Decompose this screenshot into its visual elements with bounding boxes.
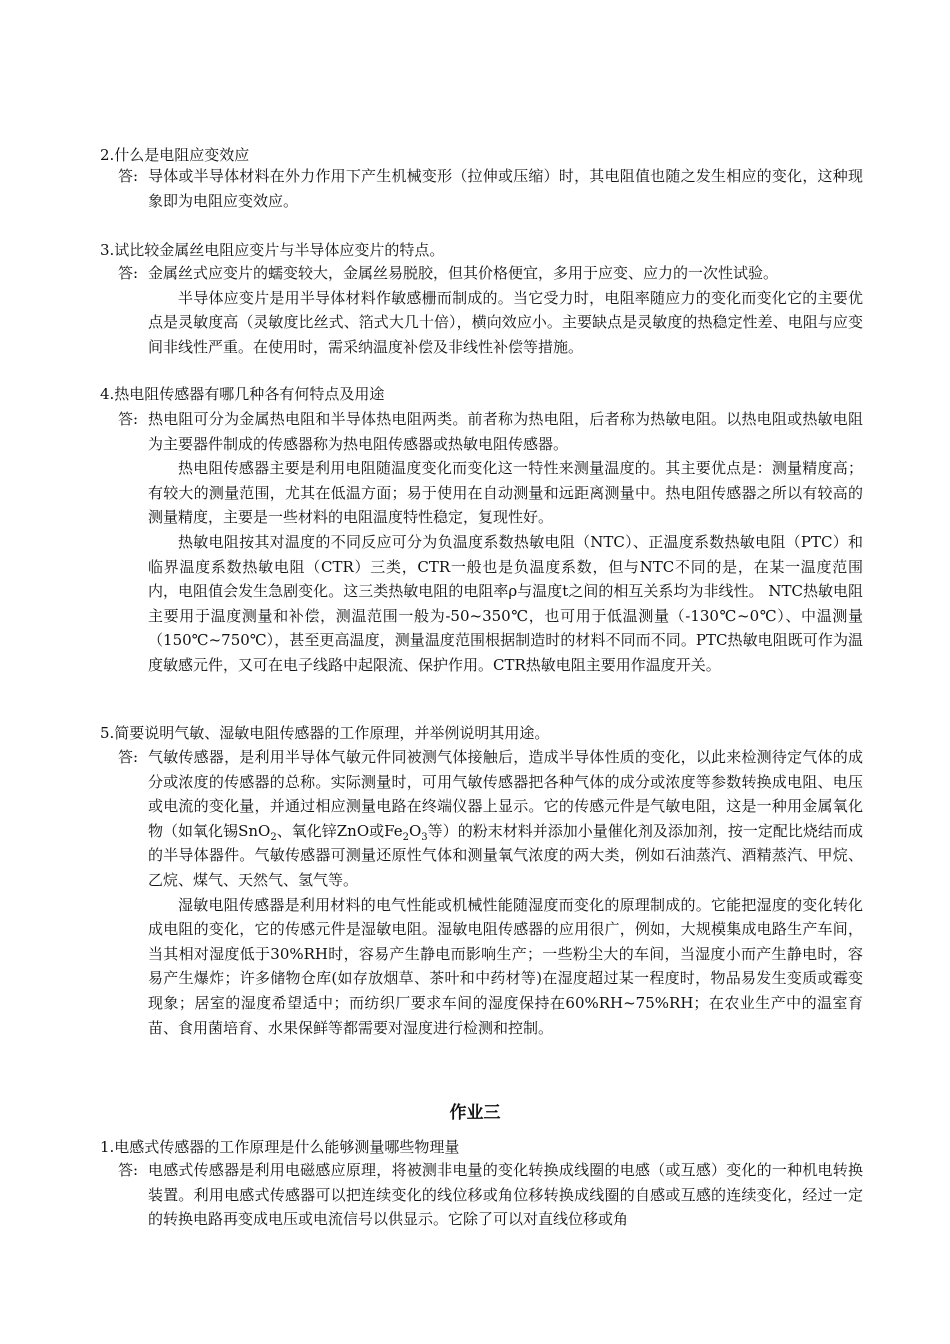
answer-3 — [118, 261, 863, 359]
answer-4 — [118, 407, 863, 678]
section-heading: 作业三 — [449, 1103, 501, 1123]
answer-5-paragraph-2: 湿敏电阻传感器是利用材料的电气性能或机械性能随湿度而变化的原理制成的。它能把湿度的变化转化成电阻的变化，它的传感元件是湿敏电阻。湿敏电阻传感器的应用很广，例如，大规模集成电路生产车间，当其相对湿度低于30%RH时，容易产生静电而影响生产；一些粉尘大的车间，当湿度小而产生静电时，容易产生爆炸；许多储物仓库(如存放烟草、茶叶和中药材等)在湿度超过某一程度时，物品易发生变质或霉变现象；居室的湿度希望适中；而纺织厂要求车间的湿度保持在60%RH~75%RH；在农业生产中的温室育苗、食用菌培育、水果保鲜等都需要对湿度进行检测和控制。 — [148, 895, 863, 1037]
question-4: 4.热电阻传感器有哪几种各有何特点及用途 — [100, 385, 385, 403]
answer-2-paragraph-1: 导体或半导体材料在外力作用下产生机械变形（拉伸或压缩）时，其电阻值也随之发生相应的变化，这种现象即为电阻应变效应。 — [148, 167, 863, 210]
answer-label: 答: — [118, 410, 139, 428]
answer-3-paragraph-2: 半导体应变片是用半导体材料作敏感栅而制成的。当它受力时，电阻率随应力的变化而变化它的主要优点是灵敏度高（灵敏度比丝式、箔式大几十倍），横向效应小。主要缺点是灵敏度的热稳定性差、电阻与应变间非线性严重。在使用时，需采纳温度补偿及非线性补偿等措施。 — [148, 288, 863, 356]
answer-label: 答: — [118, 748, 139, 766]
question-3: 3.试比较金属丝电阻应变片与半导体应变片的特点。 — [100, 241, 445, 259]
section3-answer-1-paragraph-1: 电感式传感器是利用电磁感应原理，将被测非电量的变化转换成线圈的电感（或互感）变化的一种机电转换装置。利用电感式传感器可以把连续变化的线位移或角位移转换成线圈的自感或互感的连续变化，经过一定的转换电路再变成电压或电流信号以供显示。它除了可以对直线位移或角 — [148, 1161, 863, 1229]
question-5: 5.简要说明气敏、湿敏电阻传感器的工作原理，并举例说明其用途。 — [100, 724, 550, 742]
answer-3-paragraph-1: 金属丝式应变片的蠕变较大，金属丝易脱胶，但其价格便宜，多用于应变、应力的一次性试验。 — [148, 264, 779, 282]
answer-label: 答: — [118, 1161, 139, 1179]
answer-5-paragraph-1: 气敏传感器，是利用半导体气敏元件同被测气体接触后，造成半导体性质的变化，以此来检测待定气体的成分或浓度的传感器的总称。实际测量时，可用气敏传感器把各种气体的成分或浓度等参数转换成电阻、电压或电流的变化量，并通过相应测量电路在终端仪器上显示。它的传感元件是气敏电阻，这是一种用金属氧化物（如氧化锡SnO$_2$、氧化锌ZnO或$Fe_2O_3$等）的粉末材料并添加小量催化剂及添加剂，按一定配比烧结而成的半导体器件。气敏传感器可测量还原性气体和测量氧气浓度的两大类，例如石油蒸汽、酒精蒸汽、甲烷、乙烷、煤气、天然气、氢气等。 — [148, 748, 863, 889]
answer-label: 答: — [118, 264, 139, 282]
answer-label: 答: — [118, 167, 139, 185]
answer-4-paragraph-3: 热敏电阻按其对温度的不同反应可分为负温度系数热敏电阻（NTC）、正温度系数热敏电阻（PTC）和临界温度系数热敏电阻（CTR）三类，CTR一般也是负温度系数，但与NTC不同的是，在某一温度范围内，电阻值会发生急剧变化。这三类热敏电阻的电阻率ρ与温度t之间的相互关系均为非线性。 NTC热敏电阻主要用于温度测量和补偿，测温范围一般为-50~350℃，也可用于低温测量（-130℃~0℃）、中温测量（150℃~750℃），甚至更高温度，测量温度范围根据制造时的材料不同而不同。PTC热敏电阻既可作为温度敏感元件，又可在电子线路中起限流、保护作用。CTR热敏电阻主要用作温度开关。 — [148, 532, 863, 674]
question-2: 2.什么是电阻应变效应 — [100, 146, 250, 164]
answer-4-paragraph-1: 热电阻可分为金属热电阻和半导体热电阻两类。前者称为热电阻，后者称为热敏电阻。以热电阻或热敏电阻为主要器件制成的传感器称为热电阻传感器或热敏电阻传感器。 — [148, 410, 863, 453]
answer-5 — [118, 745, 863, 1040]
answer-4-paragraph-2: 热电阻传感器主要是利用电阻随温度变化而变化这一特性来测量温度的。其主要优点是：测量精度高；有较大的测量范围，尤其在低温方面；易于使用在自动测量和远距离测量中。热电阻传感器之所以有较高的测量精度，主要是一些材料的电阻温度特性稳定，复现性好。 — [148, 459, 863, 527]
section3-question-1: 1.电感式传感器的工作原理是什么能够测量哪些物理量 — [100, 1138, 460, 1156]
answer-2 — [118, 164, 863, 213]
section3-answer-1 — [118, 1158, 863, 1232]
